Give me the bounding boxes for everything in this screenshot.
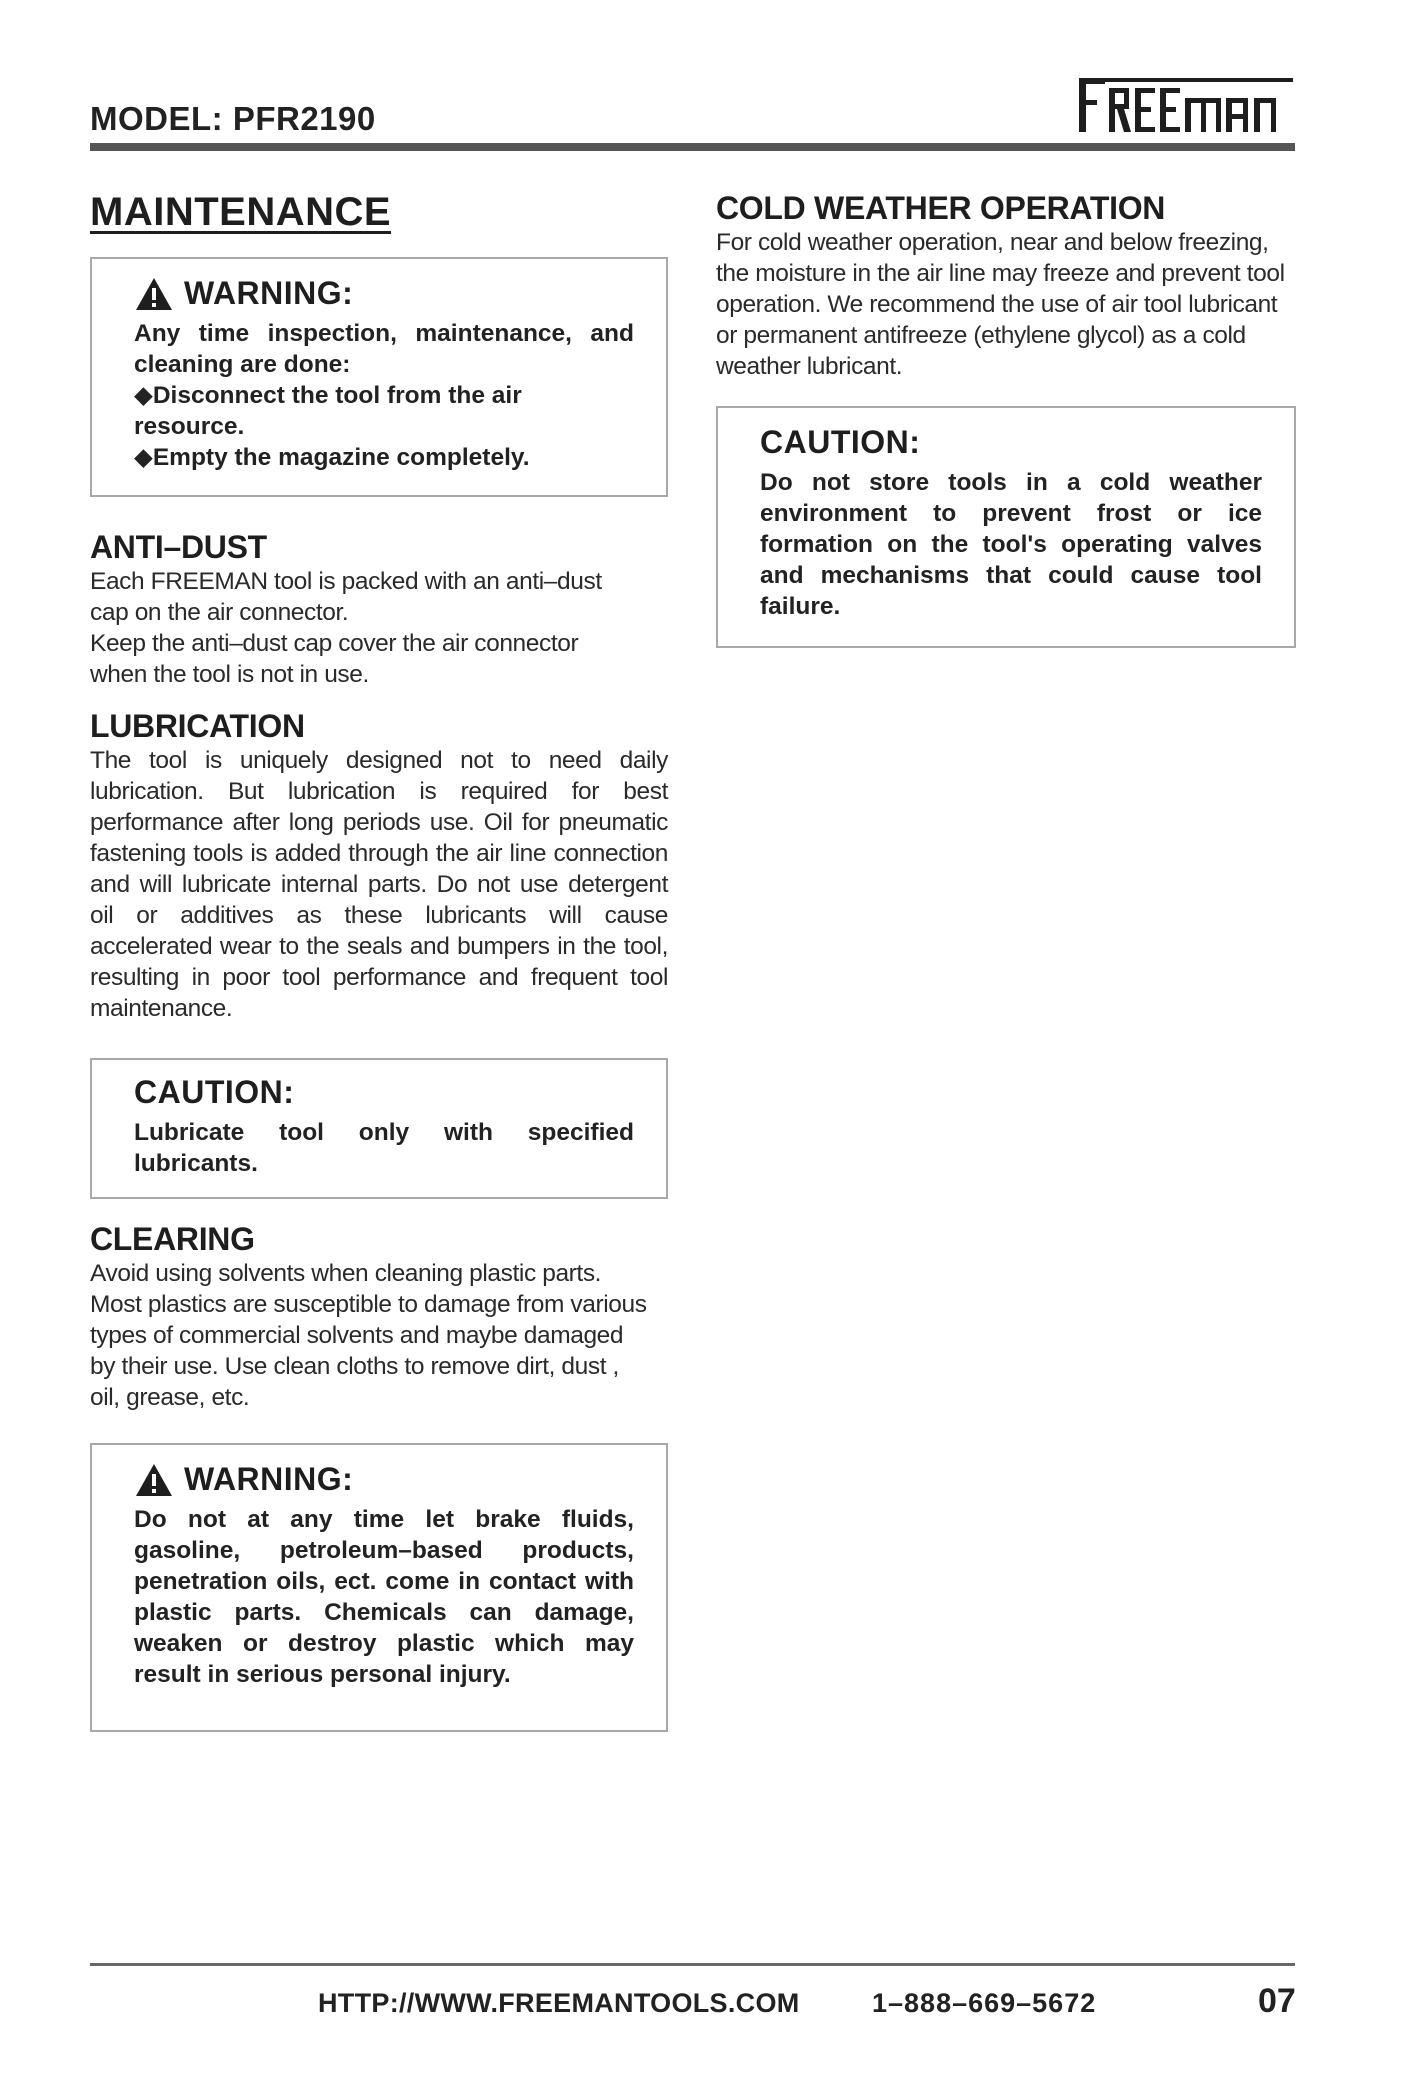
clearing-text: Avoid using solvents when cleaning plastic parts. Most plastics are susceptible to damage from various types of commercial solvents and maybe damaged by their use. Use clean cloths to remove dirt, dust , oil, grease, etc. [90, 1260, 647, 1411]
warning-bullet-empty-magazine: ◆Empty the magazine completely. [134, 444, 530, 471]
warning-text [134, 318, 634, 473]
warning-box-maintenance [90, 257, 668, 497]
warning-title-text: WARNING: [184, 275, 354, 311]
page-header [90, 70, 1295, 152]
caution-box-lubricants [90, 1058, 668, 1199]
warning-title-2 [134, 1461, 634, 1498]
warning-triangle-icon [134, 1462, 174, 1498]
footer-divider [90, 1963, 1295, 1966]
caution-title: CAUTION: [134, 1074, 295, 1110]
warning-text-2: Do not at any time let brake fluids, gasoline, petroleum–based products, penetration oils, ect. come in contact with plastic parts. Chemicals can damage, weaken or destroy plastic which may result in serious personal injury. [134, 1506, 634, 1688]
warning-title [134, 275, 634, 312]
footer-phone-number: 1–888–669–5672 [872, 1988, 1097, 2018]
caution-text-2: Do not store tools in a cold weather environment to prevent frost or ice formation on the tool's operating valves and mechanisms that could cause tool failure. [760, 469, 1262, 620]
header-divider [90, 143, 1295, 151]
warning-box-chemicals [90, 1443, 668, 1732]
section-title-clearing: CLEARING [90, 1221, 255, 1257]
right-column [716, 190, 1296, 648]
caution-box-cold-storage [716, 406, 1296, 648]
section-title-cold-weather: COLD WEATHER OPERATION [716, 190, 1166, 226]
caution-title-2: CAUTION: [760, 424, 921, 460]
page-number: 07 [1258, 1982, 1296, 2020]
warning-intro: Any time inspection, maintenance, and cleaning are done: [134, 320, 634, 378]
footer-website-link[interactable]: HTTP://WWW.FREEMANTOOLS.COM [318, 1988, 800, 2018]
model-number: MODEL: PFR2190 [90, 100, 376, 137]
svg-text:FREEMAN: FREEMAN [1077, 74, 1082, 75]
warning-triangle-icon [134, 276, 174, 312]
left-column [90, 190, 668, 1732]
warning-bullet-disconnect: ◆Disconnect the tool from the air resource. [134, 382, 522, 440]
antidust-paragraph-2: Keep the anti–dust cap cover the air connector when the tool is not in use. [90, 630, 579, 688]
caution-text: Lubricate tool only with specified lubricants. [134, 1119, 634, 1177]
lubrication-text: The tool is uniquely designed not to need daily lubrication. But lubrication is required for best performance after long periods use. Oil for pneumatic fastening tools is added through the air line connection and will lubricate internal parts. Do not use detergent oil or additives as these lubricants will cause accelerated wear to the seals and bumpers in the tool, resulting in poor tool performance and frequent tool maintenance. [90, 747, 668, 1022]
antidust-text [90, 566, 630, 690]
cold-weather-text: For cold weather operation, near and below freezing, the moisture in the air line may freeze and prevent tool operation. We recommend the use of air tool lubricant or permanent antifreeze (ethylene glycol) as a cold weather lubricant. [716, 229, 1285, 380]
page-title: MAINTENANCE [90, 190, 392, 234]
antidust-paragraph-1: Each FREEMAN tool is packed with an anti–dust cap on the air connector. [90, 568, 602, 626]
warning-title-text-2: WARNING: [184, 1461, 354, 1497]
section-title-lubrication: LUBRICATION [90, 708, 305, 744]
freeman-logo [1077, 74, 1295, 136]
section-title-antidust: ANTI–DUST [90, 529, 267, 565]
